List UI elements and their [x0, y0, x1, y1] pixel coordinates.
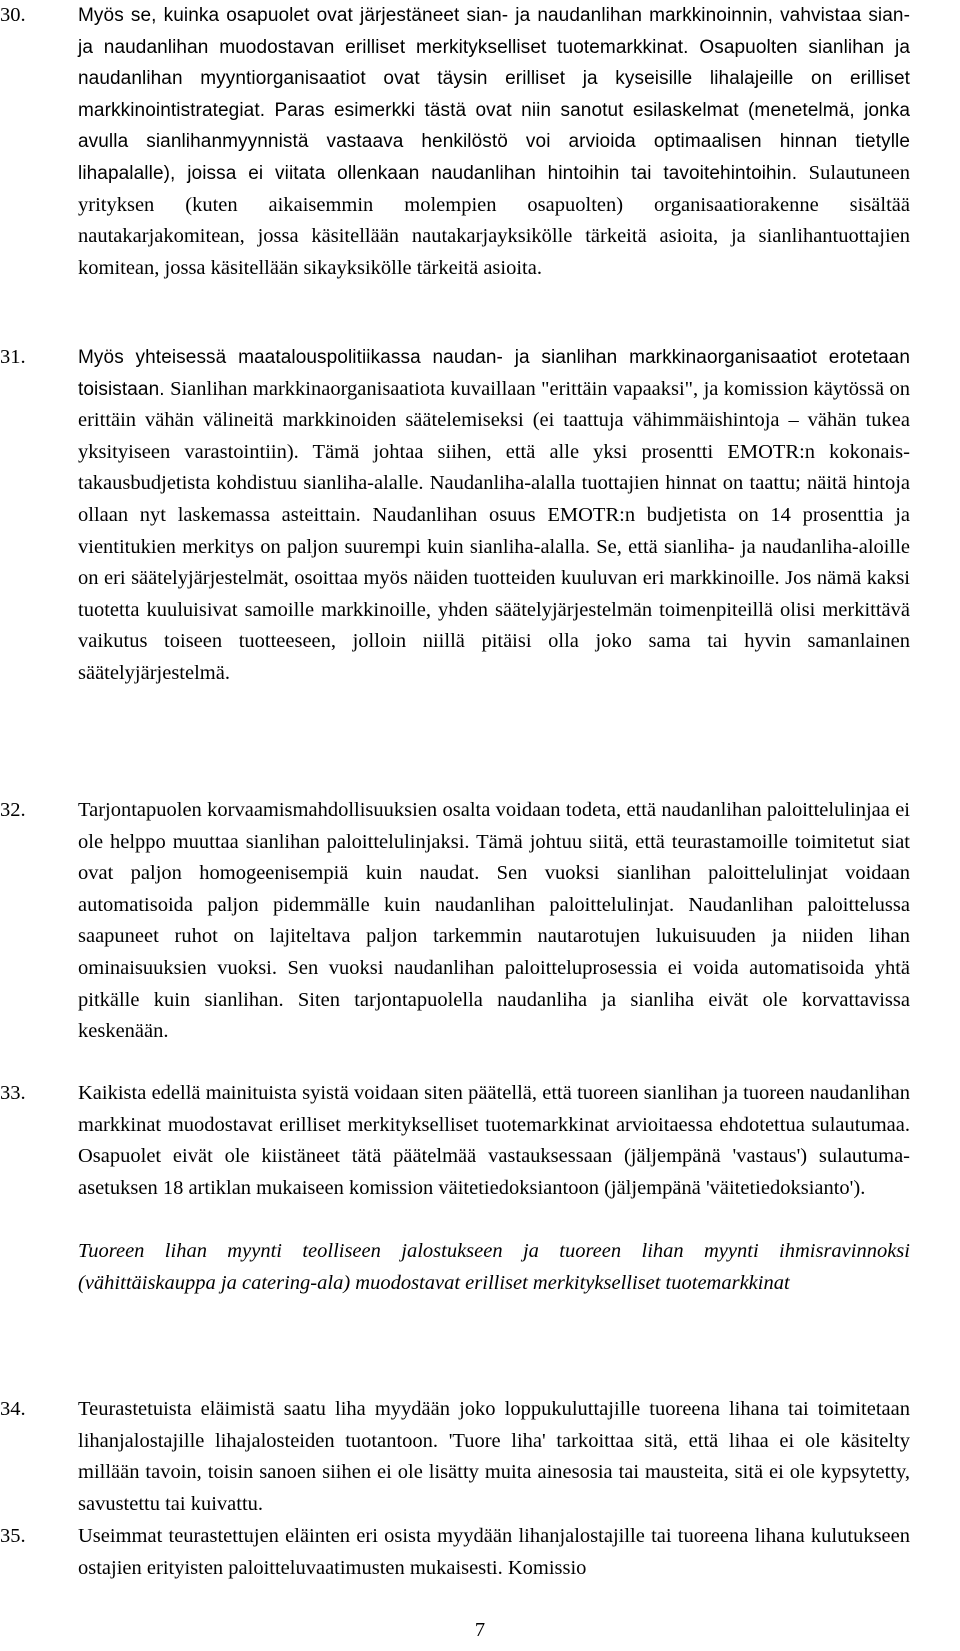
- paragraph-33: [0, 1078, 960, 1204]
- paragraph-32: [0, 795, 960, 1048]
- paragraph-text-segment: Useimmat teurastettujen eläinten eri osista myydään lihanjalostajille tai tuoreena lihana kulutukseen ostajien erityisten paloitteluvaatimusten mukaisesti. Komissio: [78, 1525, 910, 1579]
- paragraph-body: [78, 795, 910, 1048]
- paragraph-31: [0, 342, 960, 690]
- paragraph-number: 30.: [0, 4, 26, 26]
- paragraph-text-segment: Sianlihan markkinaorganisaatiota kuvaillaan "erittäin vapaaksi", ja komission käytössä on erittäin vähän välineitä markkinoiden säätelemiseksi (ei taattuja vähimmäishintoja – vähän tukea yksityiseen varastointiin). Tämä johtaa siihen, että alle yksi prosentti EMOTR:n kokonais-takausbudjetista kohdistuu sianliha-alalle. Naudanliha-alalla tuottajien hinnat on taattu; näitä hintoja ollaan nyt laskemassa asteittain. Naudanlihan osuus EMOTR:n budjetista on 14 prosenttia ja vientitukien merkitys on paljon suurempi kuin sianliha-alalla. Se, että sianliha- ja naudanliha-aloille on eri säätelyjärjestelmät, osoittaa myös näiden tuotteiden kuuluvan eri markkinoille. Jos nämä kaksi tuotetta kuuluisivat samoille markkinoille, yhden säätelyjärjestelmän toimenpiteillä olisi merkittävä vaikutus toiseen tuotteeseen, jolloin niillä pitäisi olla joko sama tai hyvin samanlainen säätelyjärjestelmä.: [78, 377, 910, 684]
- section-subheading: Tuoreen lihan myynti teolliseen jalostukseen ja tuoreen lihan myynti ihmisravinnoksi (vähittäiskauppa ja catering-ala) muodostavat erilliset merkitykselliset tuotemarkkinat: [78, 1240, 910, 1294]
- paragraph-text-segment: Myös se, kuinka osapuolet ovat järjestäneet sian- ja naudanlihan markkinoinnin, vahvistaa sian- ja naudanlihan muodostavan erilliset merkitykselliset tuotemarkkinat. Osapuolten sianlihan ja naudanlihan myyntiorganisaatiot ovat täysin erilliset ja kyseisille lihalajeille on erilliset markkinointistrategiat. Paras esimerkki tästä ovat niin sanotut esilaskelmat (menetelmä, jonka avulla sianlihanmyynnistä vastaava henkilöstö voi arvioida optimaalisen hinnan tietylle lihapalalle), joissa ei viitata ollenkaan naudanlihan hintoihin tai tavoitehintoihin.: [78, 5, 910, 184]
- paragraph-body: [78, 1394, 910, 1520]
- paragraph-number: 33.: [0, 1082, 26, 1104]
- paragraph-text-segment: Kaikista edellä mainituista syistä voidaan siten päätellä, että tuoreen sianlihan ja tuoreen naudanlihan markkinat muodostavat erilliset merkitykselliset tuotemarkkinat arvioitaessa ehdotettua sulautumaa. Osapuolet eivät ole kiistäneet tätä päätelmää vastauksessaan (jäljempänä 'vastaus') sulautuma-asetuksen 18 artiklan mukaiseen komission väitetiedoksiantoon (jäljempänä 'väitetiedoksianto').: [78, 1082, 910, 1199]
- paragraph-number: 31.: [0, 346, 26, 368]
- paragraph-body: [78, 342, 910, 690]
- paragraph-body: [78, 1521, 910, 1584]
- paragraph-body: [78, 1078, 910, 1204]
- paragraph-number: 32.: [0, 799, 26, 821]
- paragraph-body: [78, 0, 910, 284]
- paragraph-number: 35.: [0, 1525, 26, 1547]
- paragraph-text-segment: Myös yhteisessä maatalouspolitiikassa naudan- ja sianlihan markkinaorganisaatiot erotetaan toisistaan.: [78, 347, 910, 400]
- paragraph-text-segment: Tarjontapuolen korvaamismahdollisuuksien osalta voidaan todeta, että naudanlihan paloittelulinjaa ei ole helppo muuttaa sianlihan paloittelulinjaksi. Tämä johtuu siitä, että teurastamoille toimitetut siat ovat paljon homogeenisempiä kuin naudat. Sen vuoksi sianlihan paloittelulinjat voidaan automatisoida paljon pidemmälle kuin naudanlihan paloittelulinjat. Naudanlihan paloittelussa saapuneet ruhot on lajiteltava paljon tarkemmin nautarotujen lukuisuuden ja niiden lihan ominaisuuksien vuoksi. Sen vuoksi naudanlihan paloitteluprosessia ei voida automatisoida yhtä pitkälle kuin sianlihan. Siten tarjontapuolella naudanliha ja sianliha eivät ole korvattavissa keskenään.: [78, 799, 910, 1043]
- page-number: 7: [474, 1619, 486, 1641]
- paragraph-text-segment: Teurastetuista eläimistä saatu liha myydään joko loppukuluttajille tuoreena lihana tai toimitetaan lihanjalostajille lihajalosteiden tuotantoon. 'Tuore liha' tarkoittaa sitä, että lihaa ei ole käsitelty millään tavoin, toisin sanoen siihen ei ole lisätty muita ainesosia tai mausteita, sitä ei ole kypsytetty, savustettu tai kuivattu.: [78, 1398, 910, 1515]
- paragraph-text-segment: Sulautuneen yrityksen (kuten aikaisemmin molempien osapuolten) organisaatiorakenne sisältää nautakarjakomitean, jossa käsitellään nautakarjayksikölle tärkeitä asioita, ja sianlihantuottajien komitean, jossa käsitellään sikayksikölle tärkeitä asioita.: [78, 161, 911, 279]
- paragraph-34: [0, 1394, 960, 1520]
- paragraph-30: [0, 0, 960, 284]
- paragraph-number: 34.: [0, 1398, 26, 1420]
- paragraph-35: [0, 1521, 960, 1584]
